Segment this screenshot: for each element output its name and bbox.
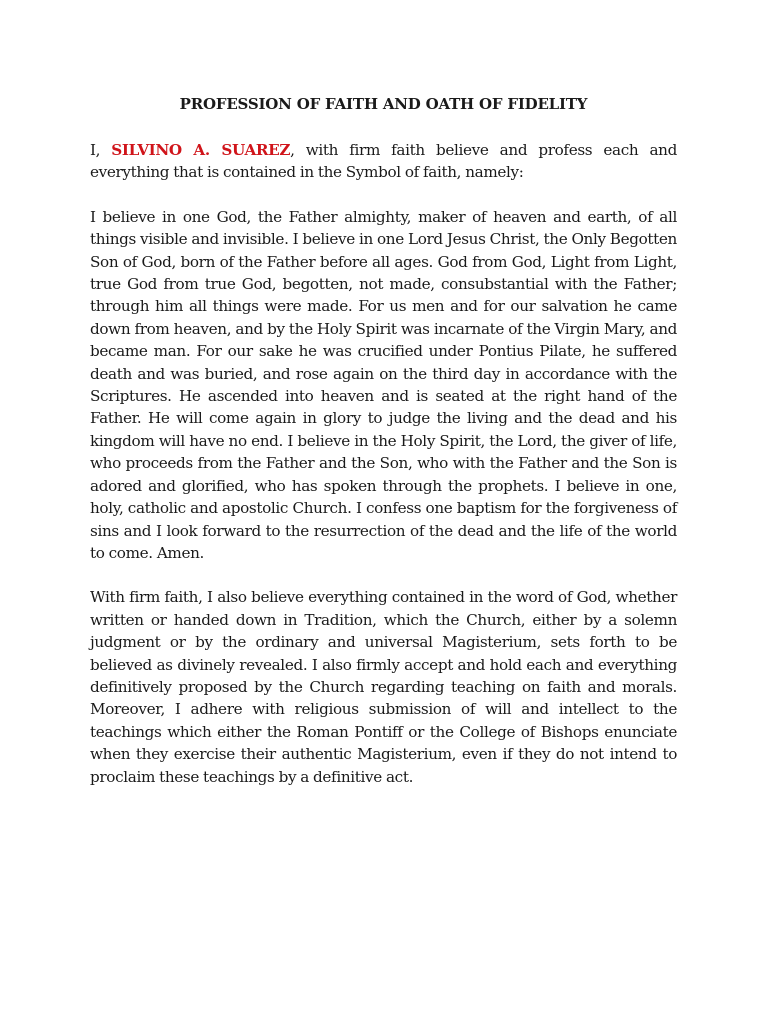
intro-suffix: , with firm faith believe and profess each and everything that is contained in the Symbol of faith, namely:: [90, 141, 677, 182]
intro-prefix: I,: [90, 141, 112, 159]
intro-paragraph: [90, 139, 677, 184]
creed-paragraph: I believe in one God, the Father almighty, maker of heaven and earth, of all things visible and invisible. I believe in one Lord Jesus Christ, the Only Begotten Son of God, born of the Father before all ages. God from God, Light from Light, true God from true God, begotten, not made, consubstantial with the Father; through him all things were made. For us men and for our salvation he came down from heaven, and by the Holy Spirit was incarnate of the Virgin Mary, and became man. For our sake he was crucified under Pontius Pilate, he suffered death and was buried, and rose again on the third day in accordance with the Scriptures. He ascended into heaven and is seated at the right hand of the Father. He will come again in glory to judge the living and the dead and his kingdom will have no end. I believe in the Holy Spirit, the Lord, the giver of life, who proceeds from the Father and the Son, who with the Father and the Son is adored and glorified, who has spoken through the prophets. I believe in one, holy, catholic and apostolic Church. I confess one baptism for the forgiveness of sins and I look forward to the resurrection of the dead and the life of the world to come. Amen.: [90, 207, 677, 562]
faith-paragraph: With firm faith, I also believe everything contained in the word of God, whether written or handed down in Tradition, which the Church, either by a solemn judgment or by the ordinary and universal Magisterium, sets forth to be believed as divinely revealed. I also firmly accept and hold each and everything definitively proposed by the Church regarding teaching on faith and morals. Moreover, I adhere with religious submission of will and intellect to the teachings which either the Roman Pontiff or the College of Bishops enunciate when they exercise their authentic Magisterium, even if they do not intend to proclaim these teachings by a definitive act.: [90, 588, 677, 786]
professor-name: SILVINO A. SUAREZ: [111, 141, 291, 159]
document-page: [90, 92, 677, 810]
document-title: PROFESSION OF FAITH AND OATH OF FIDELITY: [179, 95, 588, 113]
